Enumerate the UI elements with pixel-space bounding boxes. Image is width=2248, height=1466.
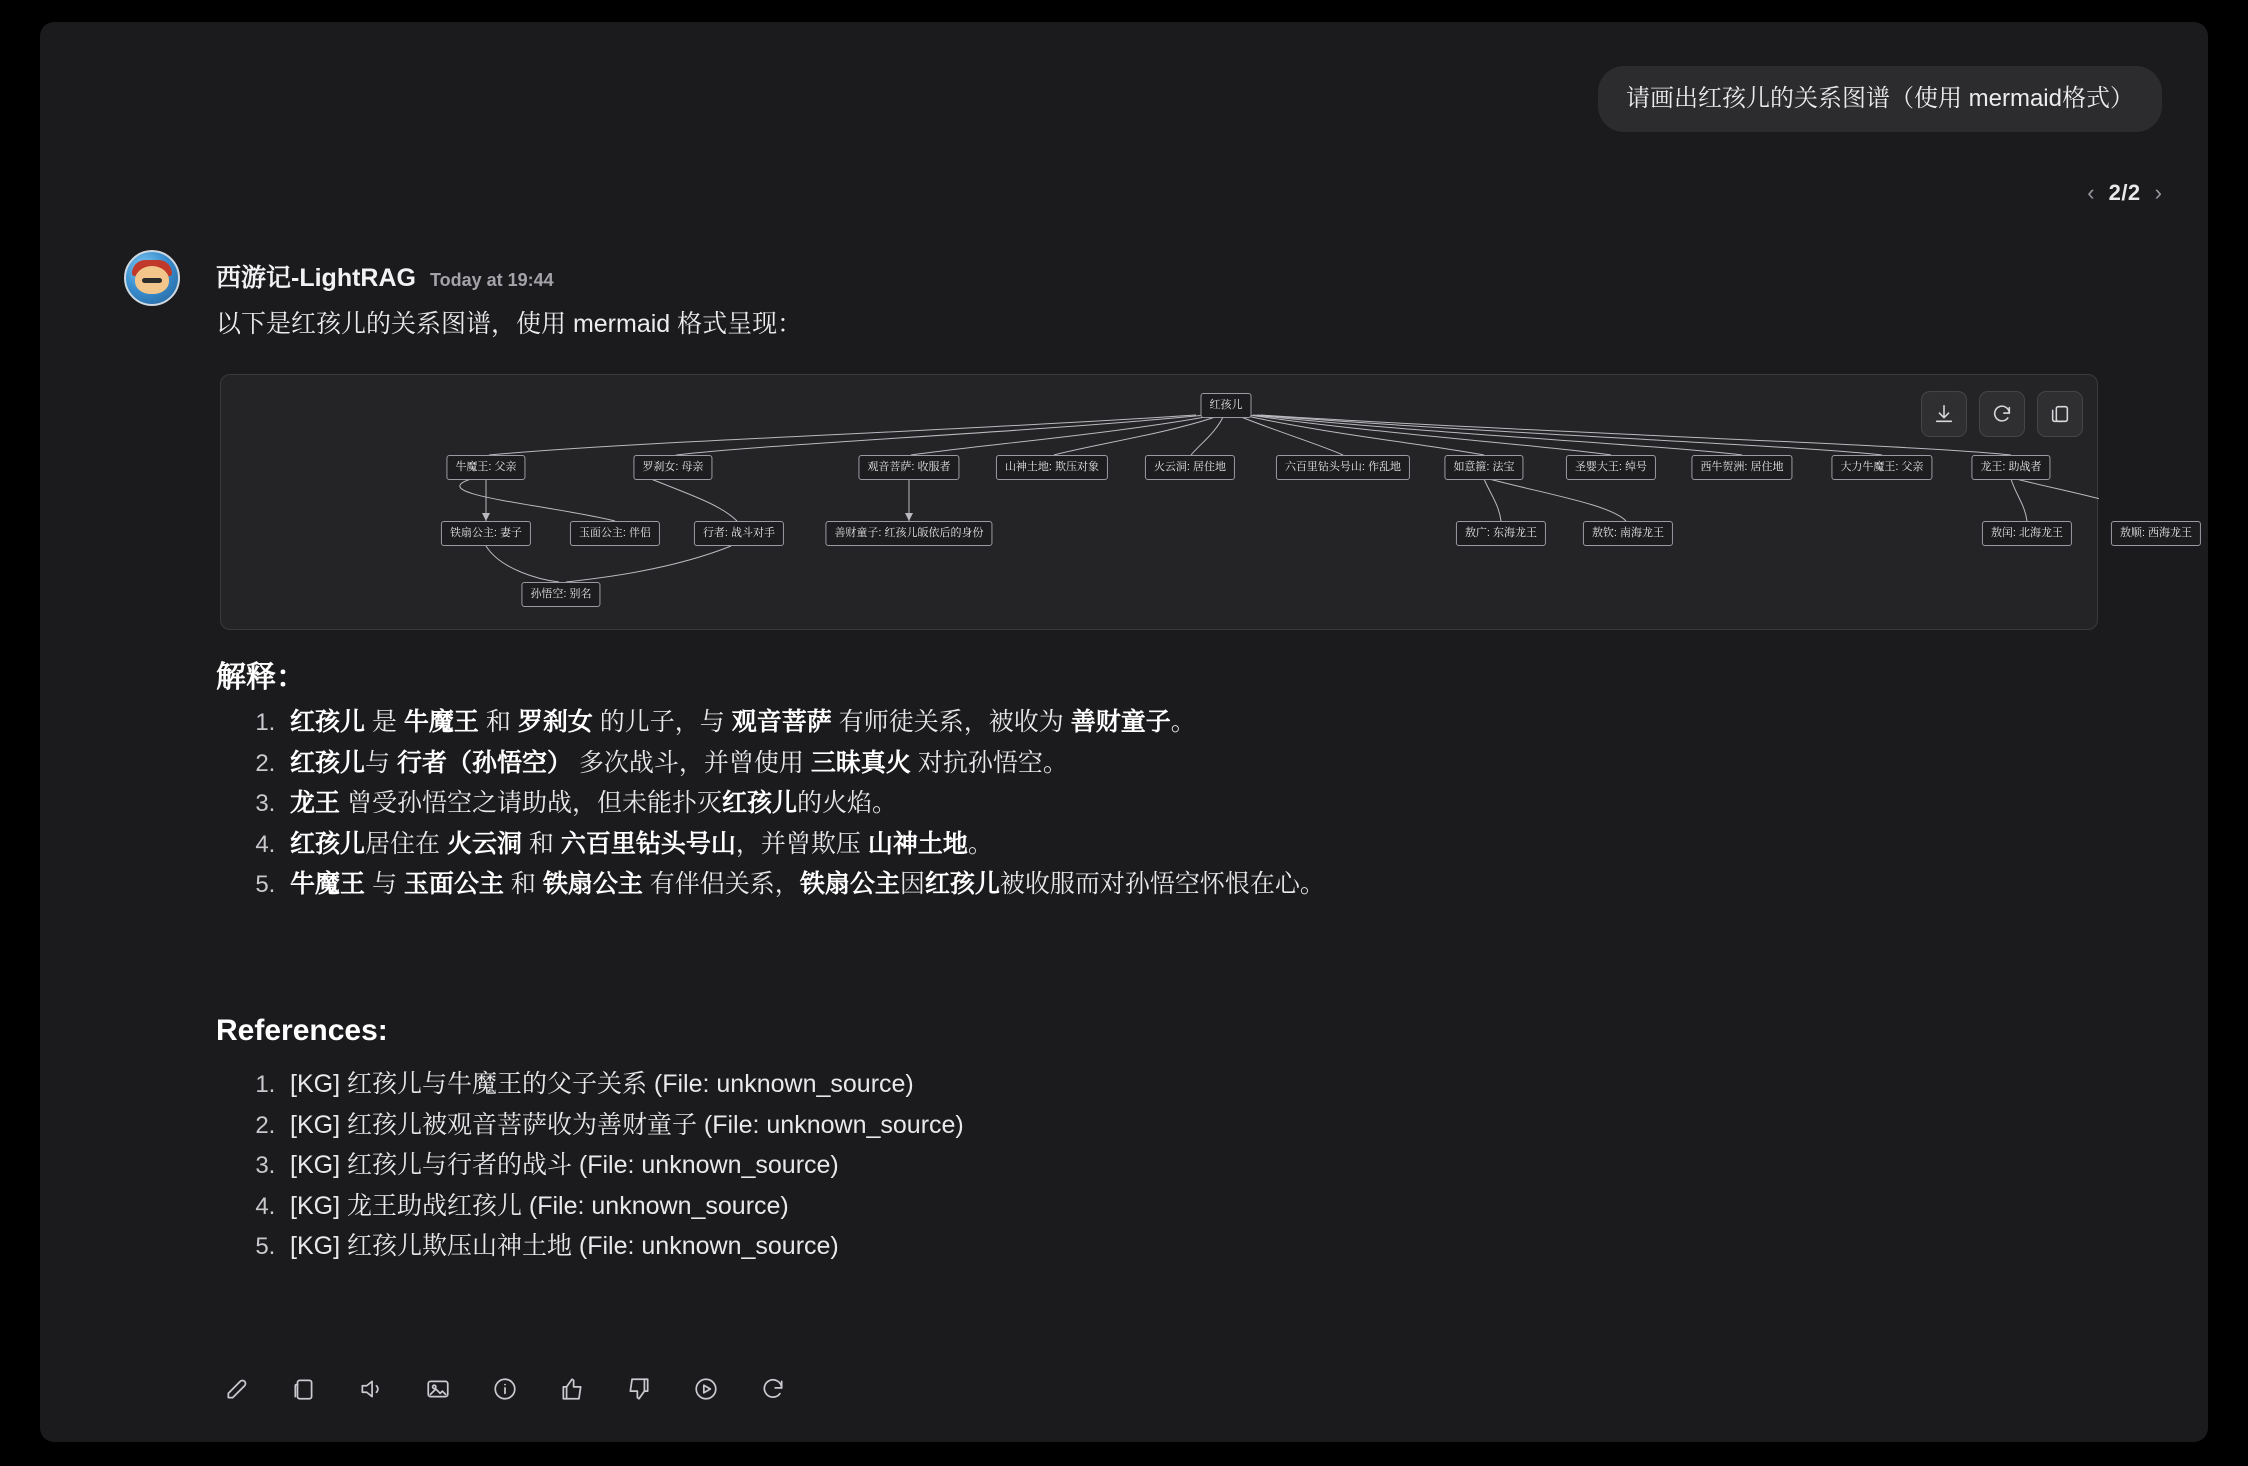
mermaid-graph xyxy=(221,375,2193,631)
graph-node-daliniumowang[interactable]: 大力牛魔王: 父亲 xyxy=(1831,455,1932,480)
pager-next-icon[interactable]: › xyxy=(2154,180,2162,205)
graph-node-ruyigu[interactable]: 如意箍: 法宝 xyxy=(1444,455,1523,480)
graph-node-root[interactable]: 红孩儿 xyxy=(1201,393,1252,418)
graph-node-sunwukong[interactable]: 孙悟空: 别名 xyxy=(521,582,600,607)
graph-node-guanyin[interactable]: 观音菩萨: 收服者 xyxy=(858,455,959,480)
graph-node-aorun[interactable]: 敖闰: 北海龙王 xyxy=(1982,521,2072,546)
graph-node-huoyundong[interactable]: 火云洞: 居住地 xyxy=(1145,455,1235,480)
list-item: 4. [KG] 龙王助战红孩儿 (File: unknown_source) xyxy=(282,1186,1916,1227)
list-item: 2. 红孩儿与 行者（孙悟空） 多次战斗，并曾使用 三昧真火 对抗孙悟空。 xyxy=(282,743,1916,784)
user-message-bubble: 请画出红孩儿的关系图谱（使用 mermaid格式） xyxy=(1598,66,2162,132)
message-pager[interactable] xyxy=(2087,180,2162,206)
mermaid-edges xyxy=(221,375,2099,631)
list-item: 5. 牛魔王 与 玉面公主 和 铁扇公主 有伴侣关系，铁扇公主因红孩儿被收服而对孙悟空怀恨在心。 xyxy=(282,864,1916,905)
info-icon[interactable] xyxy=(490,1374,520,1404)
graph-node-father[interactable]: 牛魔王: 父亲 xyxy=(446,455,525,480)
mermaid-diagram-card xyxy=(220,374,2193,630)
edit-icon[interactable] xyxy=(222,1374,252,1404)
chat-panel xyxy=(40,22,2208,1442)
pager-prev-icon[interactable]: ‹ xyxy=(2087,180,2095,205)
graph-node-xingzhe[interactable]: 行者: 战斗对手 xyxy=(694,521,784,546)
assistant-intro-text: 以下是红孩儿的关系图谱，使用 mermaid 格式呈现： xyxy=(216,310,803,338)
graph-node-tieshan[interactable]: 铁扇公主: 妻子 xyxy=(441,521,531,546)
user-message-row xyxy=(1598,66,2162,132)
list-item: 1. 红孩儿 是 牛魔王 和 罗刹女 的儿子，与 观音菩萨 有师徒关系，被收为 善财童子。 xyxy=(282,702,1916,743)
assistant-timestamp: Today at 19:44 xyxy=(429,270,554,290)
graph-node-aoshun[interactable]: 敖顺: 西海龙王 xyxy=(2111,521,2201,546)
copy-icon[interactable] xyxy=(289,1374,319,1404)
explanation-list xyxy=(216,702,1916,905)
play-icon[interactable] xyxy=(691,1374,721,1404)
avatar-eyes xyxy=(142,278,162,283)
speaker-icon[interactable] xyxy=(356,1374,386,1404)
graph-node-haoshan[interactable]: 六百里钻头号山: 作乱地 xyxy=(1276,455,1410,480)
graph-node-yumian[interactable]: 玉面公主: 伴侣 xyxy=(570,521,660,546)
thumbs-up-icon[interactable] xyxy=(557,1374,587,1404)
explanation-title: 解释： xyxy=(216,661,306,694)
list-item: 5. [KG] 红孩儿欺压山神土地 (File: unknown_source) xyxy=(282,1226,1916,1267)
graph-node-shanshen[interactable]: 山神土地: 欺压对象 xyxy=(996,455,1108,480)
regenerate-icon[interactable] xyxy=(758,1374,788,1404)
pager-count: 2/2 xyxy=(2108,180,2141,205)
assistant-header xyxy=(216,258,554,294)
list-item: 4. 红孩儿居住在 火云洞 和 六百里钻头号山，并曾欺压 山神土地。 xyxy=(282,824,1916,865)
references-title: References: xyxy=(216,1014,388,1047)
image-icon[interactable] xyxy=(423,1374,453,1404)
graph-node-shancaitongzi[interactable]: 善财童子: 红孩儿皈依后的身份 xyxy=(825,521,992,546)
list-item: 1. [KG] 红孩儿与牛魔王的父子关系 (File: unknown_source) xyxy=(282,1064,1916,1105)
message-action-bar xyxy=(222,1374,788,1404)
list-item: 3. [KG] 红孩儿与行者的战斗 (File: unknown_source) xyxy=(282,1145,1916,1186)
thumbs-down-icon[interactable] xyxy=(624,1374,654,1404)
graph-node-aoqin[interactable]: 敖钦: 南海龙王 xyxy=(1583,521,1673,546)
list-item: 2. [KG] 红孩儿被观音菩萨收为善财童子 (File: unknown_source) xyxy=(282,1105,1916,1146)
graph-node-aoguang[interactable]: 敖广: 东海龙王 xyxy=(1456,521,1546,546)
graph-node-shengying[interactable]: 圣婴大王: 绰号 xyxy=(1566,455,1656,480)
references-list xyxy=(216,1064,1916,1267)
graph-node-mother[interactable]: 罗刹女: 母亲 xyxy=(633,455,712,480)
avatar xyxy=(124,250,180,306)
list-item: 3. 龙王 曾受孙悟空之请助战，但未能扑灭红孩儿的火焰。 xyxy=(282,783,1916,824)
graph-node-longwang[interactable]: 龙王: 助战者 xyxy=(1971,455,2050,480)
graph-node-xiniuhezhou[interactable]: 西牛贺洲: 居住地 xyxy=(1691,455,1792,480)
assistant-name: 西游记-LightRAG xyxy=(216,264,416,292)
